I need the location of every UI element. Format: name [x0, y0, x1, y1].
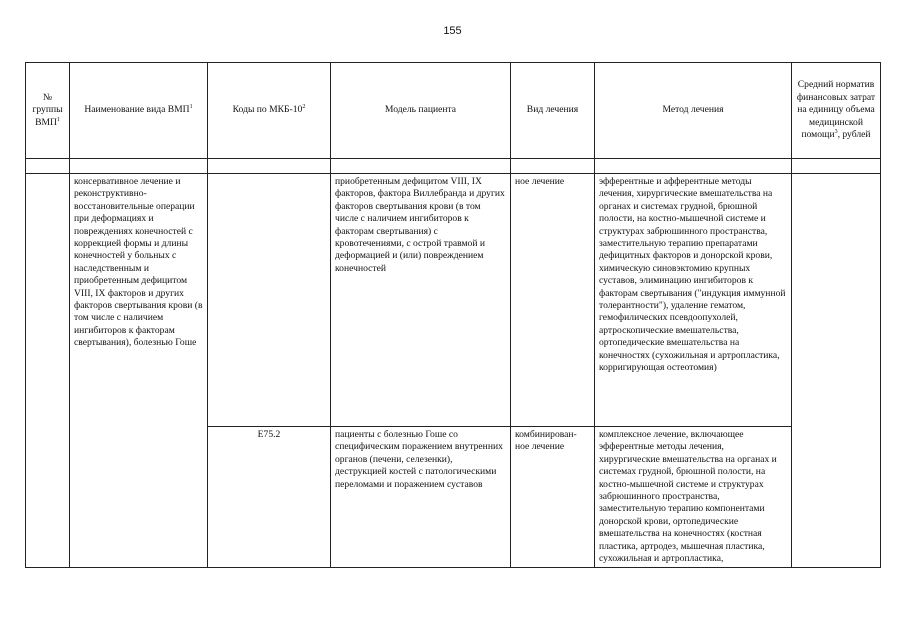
treatment-type-cell: комбинирован-ное лечение	[511, 427, 595, 568]
treatment-type-cell: ное лечение	[511, 174, 595, 427]
icd-code-cell: E75.2	[208, 427, 331, 568]
patient-model-cell: пациенты с болезнью Гоше со специфическим поражением внутренних органов (печени, селезенки), деструкцией костей с патологическими переломами и поражением суставов	[331, 427, 511, 568]
page-number: 155	[443, 25, 462, 37]
table-row	[26, 174, 881, 427]
treatment-method-cell: эфферентные и афферентные методы лечения, хирургические вмешательства на органах и системах грудной, брюшной полости, на костно-мышечной системе и структурах забрюшинного пространства, заместительную терапию препаратами дефицитных факторов и донорской крови, химическую синовэктомию крупных суставов, элиминацию ингибиторов к факторам свертывания ("индукция иммунной толерантности"), удаление гематом, гемофилических псевдоопухолей, артроскопические вмешательства, ортопедические вмешательства на конечностях (сухожильная и артропластика, корригирующая остеотомия)	[595, 174, 792, 427]
column-number-row	[26, 159, 881, 174]
header-cost: Средний норматив финансовых затрат на единицу объема медицинской помощи$^3$, рублей	[792, 63, 881, 159]
header-method: Метод лечения	[595, 63, 792, 159]
treatment-method-cell: комплексное лечение, включающее эфферентные методы лечения, хирургические вмешательства на органах и системах грудной, брюшной полости, на костно-мышечной системе и структурах забрюшинного пространства, заместительную терапию компонентами донорской крови, ортопедические вмешательства на конечностях (костная пластика, артродез, мышечная пластика, сухожильная и артропластика,	[595, 427, 792, 568]
header-treatment-type: Вид лечения	[511, 63, 595, 159]
header-codes: Коды по МКБ-$10^2$	[208, 63, 331, 159]
icd-code-cell	[208, 174, 331, 427]
vmp-name-cell: консервативное лечение и реконструктивно-восстановительные операции при деформациях и повреждениях конечностей с коррекцией формы и длины конечностей у больных с наследственным и приобретенным дефицитом VIII, IX факторов и других факторов свертывания крови (в том числе с наличием ингибиторов к факторам свертывания), болезнью Гоше	[70, 174, 208, 568]
header-name: Наименование вида ВМП$^1$	[70, 63, 208, 159]
header-group: № группы ВМП$^1$	[26, 63, 70, 159]
header-model: Модель пациента	[331, 63, 511, 159]
cost-cell	[792, 174, 881, 568]
vmp-table	[25, 62, 881, 568]
patient-model-cell: приобретенным дефицитом VIII, IX факторов, фактора Виллебранда и других факторов свертывания крови (в том числе с наличием ингибиторов к факторам свертывания) с кровотечениями, с острой травмой и деформацией и (или) повреждением конечностей	[331, 174, 511, 427]
header-row	[26, 63, 881, 159]
group-cell	[26, 174, 70, 568]
